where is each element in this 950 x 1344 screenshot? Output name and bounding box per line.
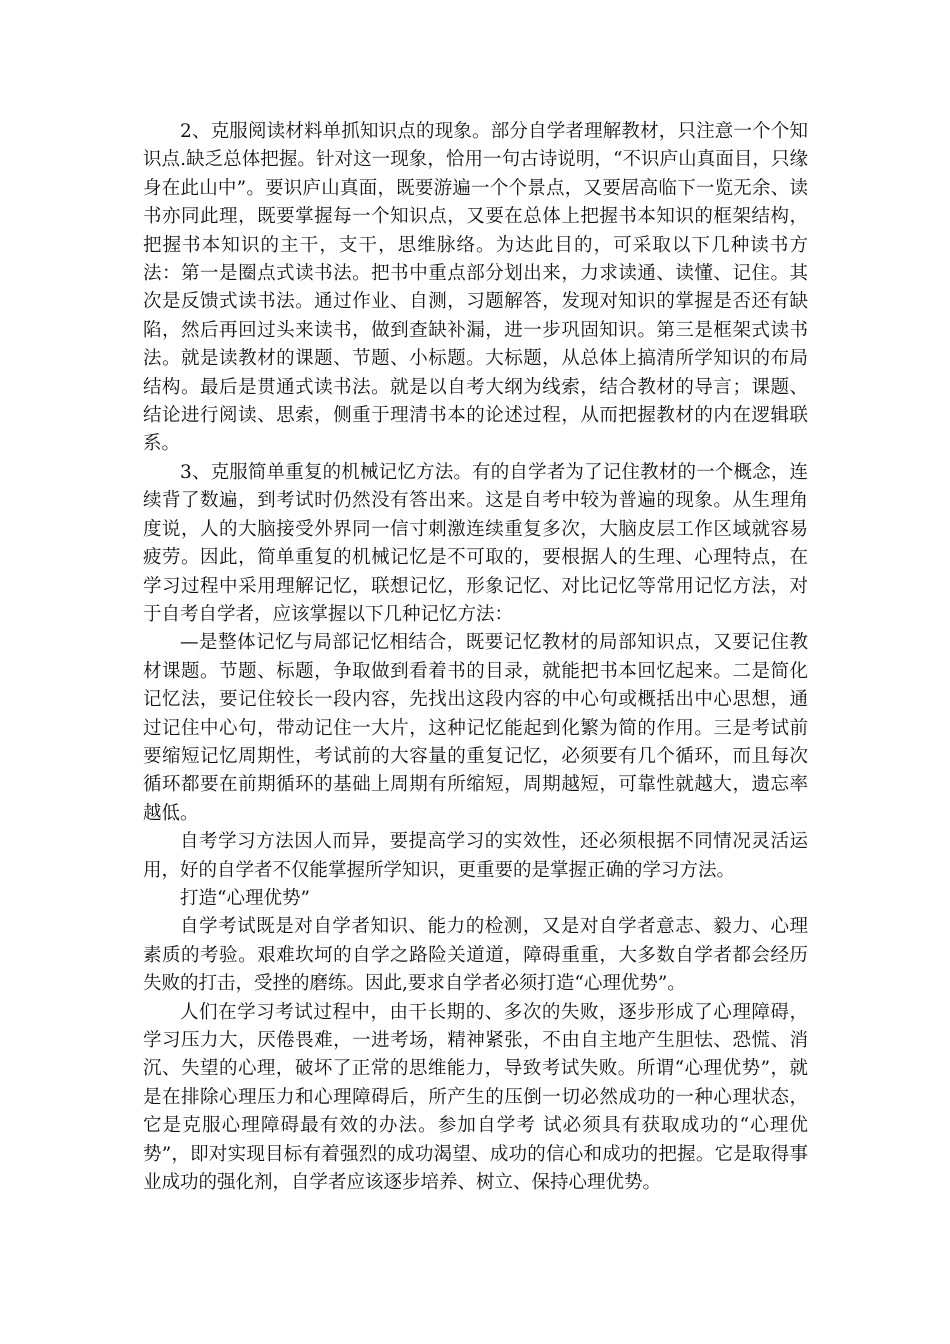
paragraph-psychology-advantage: 人们在学习考试过程中，由干长期的、多次的失败，逐步形成了心理障碍，学习压力大，厌倦畏难，一进考场，精神紧张，不由自主地产生胆怯、恐慌、消沉、失望的心理，破坏了正常的思维能力，导致考试失败。所谓“心理优势”，就是在排除心理压力和心理障碍后，所产生的压倒一切必然成功的一种心理状态，它是克服心理障碍最有效的办法。参加自学考 试必须具有获取成功的“心理优势”，即对实现目标有着强烈的成功渴望、成功的信心和成功的把握。它是取得事业成功的强化剂，自学者应该逐步培养、树立、保持心理优势。 [143,1001,808,1194]
document-body [143,118,808,1197]
paragraph-memory-techniques: —是整体记忆与局部记忆相结合，既要记忆教材的局部知识点，又要记住教材课题。节题、标题，争取做到看着书的目录，就能把书本回忆起来。二是简化记忆法，要记住较长一段内容，先找出这段内容的中心句或概括出中心思想，通过记住中心句，带动记住一大片，这种记忆能起到化繁为简的作用。三是考试前要缩短记忆周期性，考试前的大容量的重复记忆，必须要有几个循环，而且每次循环都要在前期循环的基础上周期有所缩短，周期越短，可靠性就越大，遗忘率越低。 [143,632,808,824]
section-heading: 打造“心理优势” [180,887,310,909]
paragraph-reading-method: 2、克服阅读材料单抓知识点的现象。部分自学者理解教材，只注意一个个知识点.缺乏总体把握。针对这一现象，恰用一句古诗说明，“不识庐山真面目，只缘身在此山中”。要识庐山真面，既要游遍一个个景点，又要居高临下一览无余、读书亦同此理，既要掌握每一个知识点，又要在总体上把握书本知识的框架结构，把握书本知识的主干，支干，思维脉络。为达此目的，可采取以下几种读书方法：第一是圈点式读书法。把书中重点部分划出来，力求读通、读懂、记住。其次是反馈式读书法。通过作业、自测，习题解答，发现对知识的掌握是否还有缺陷，然后再回过头来读书，做到查缺补漏，进一步巩固知识。第三是框架式读书法。就是读教材的课题、节题、小标题。大标题，从总体上搞清所学知识的布局结构。最后是贯通式读书法。就是以自考大纲为线索，结合教材的导言；课题、结论进行阅读、思索，侧重于理清书本的论述过程，从而把握教材的内在逻辑联系。 [143,121,808,455]
paragraph-psychology-intro: 自学考试既是对自学者知识、能力的检测，又是对自学者意志、毅力、心理素质的考验。艰难坎坷的自学之路险关道道，障碍重重，大多数自学者都会经历失败的打击，受挫的磨练。因此,要求自学者必须打造“心理优势”。 [143,916,808,995]
paragraph-memory-method: 3、克服简单重复的机械记忆方法。有的自学者为了记住教材的一个概念，连续背了数遍，到考试时仍然没有答出来。这是自考中较为普遍的现象。从生理角度说，人的大脑接受外界同一信寸刺激连续重复多次，大脑皮层工作区域就容易疲劳。因此，简单重复的机械记忆是不可取的，要根据人的生理、心理特点，在学习过程中采用理解记忆，联想记忆，形象记忆、对比记忆等常用记忆方法，对于自考自学者，应该掌握以下几种记忆方法： [143,461,808,625]
paragraph-method-summary: 自考学习方法因人而异，要提高学习的实效性，还必须根据不同情况灵活运用，好的自学者不仅能掌握所学知识，更重要的是掌握正确的学习方法。 [143,831,808,881]
